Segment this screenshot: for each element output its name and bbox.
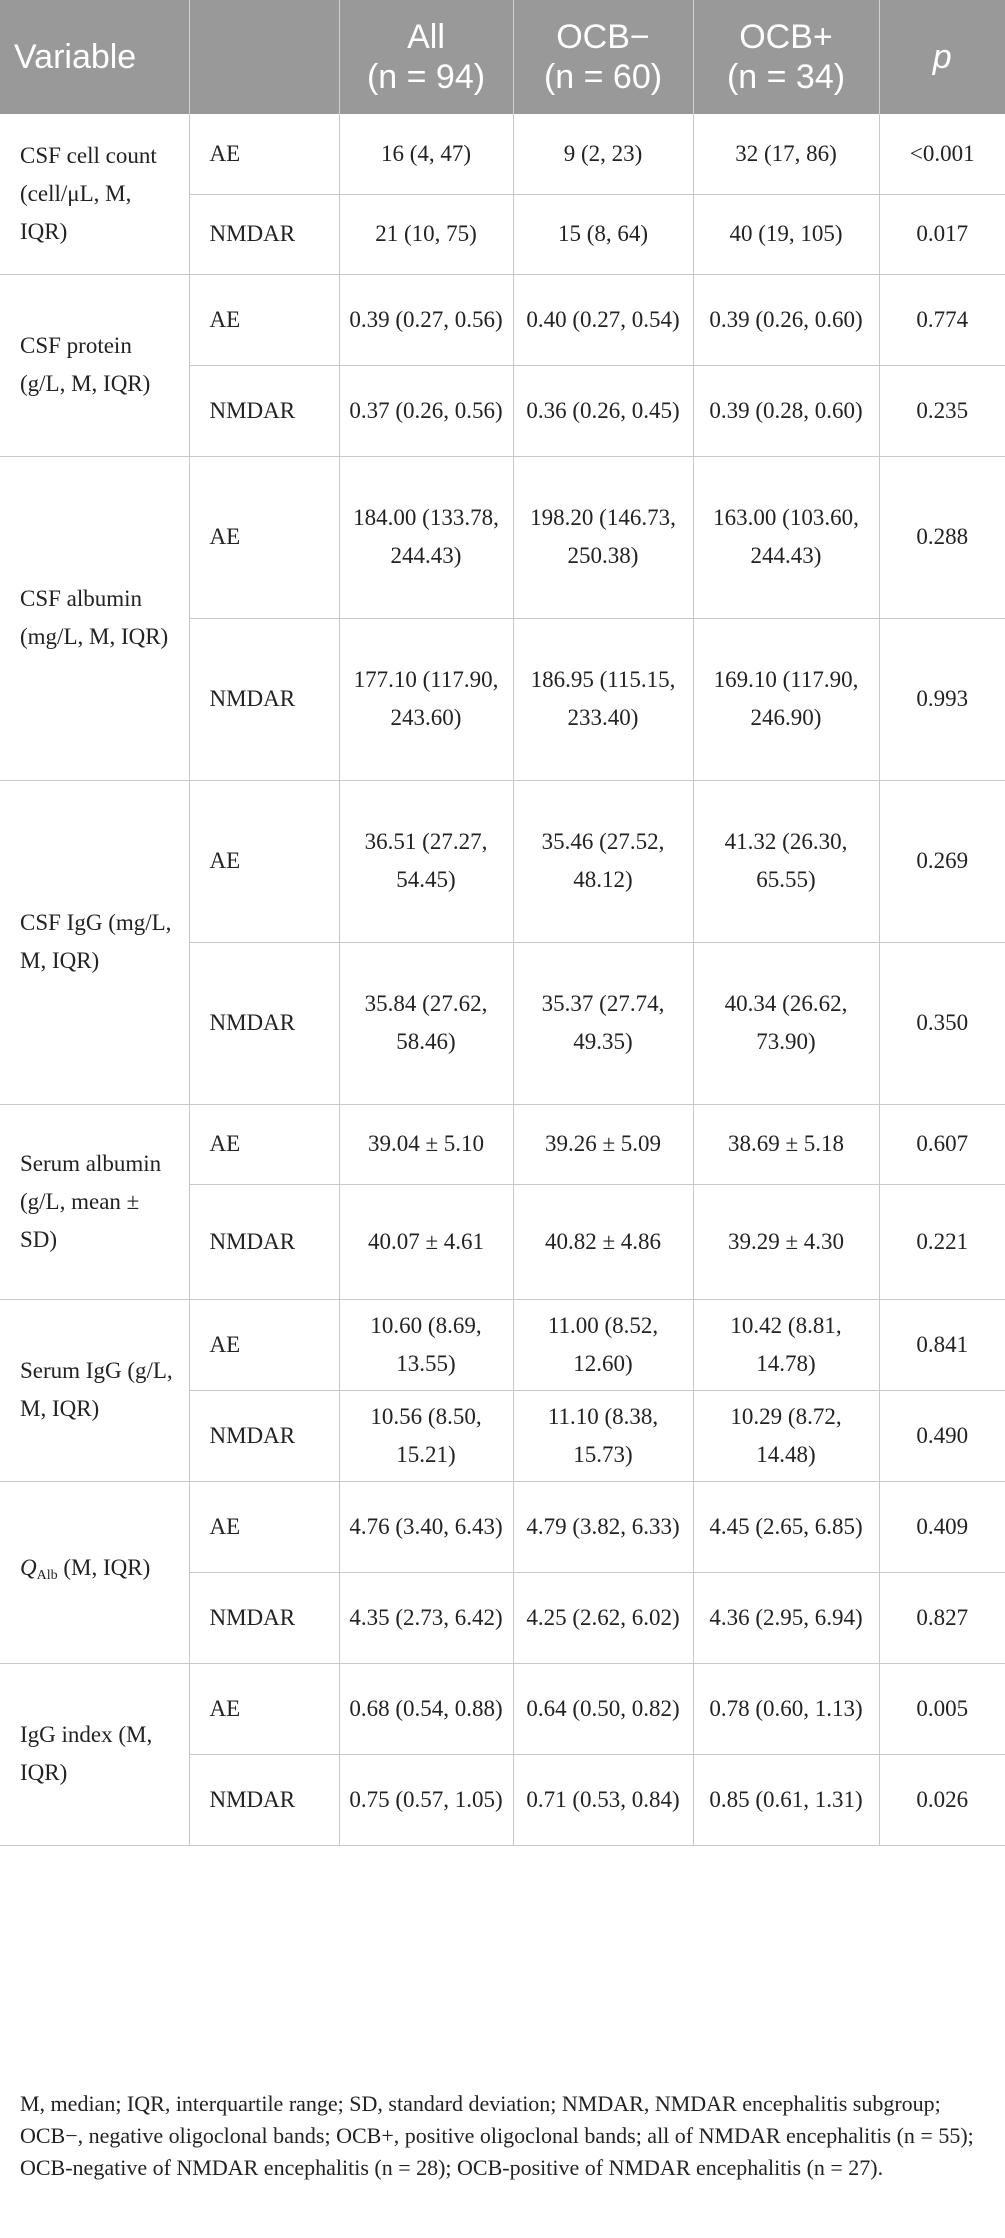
p-value-cell: 0.841	[879, 1299, 1005, 1390]
table-row	[0, 456, 1005, 618]
table-footnote: M, median; IQR, interquartile range; SD, standard deviation; NMDAR, NMDAR encephalitis subgroup; OCB−, negative oligoclonal bands; OCB+, positive oligoclonal bands; all of NMDAR encephalitis (n = 55); OCB-negative of NMDAR encephalitis (n = 28); OCB-positive of NMDAR encephalitis (n = 27).	[20, 2091, 974, 2180]
ocb-positive-cell: 4.45 (2.65, 6.85)	[693, 1481, 879, 1572]
all-cell: 36.51 (27.27, 54.45)	[339, 780, 513, 942]
all-cell: 35.84 (27.62, 58.46)	[339, 942, 513, 1104]
ocb-positive-cell: 38.69 ± 5.18	[693, 1104, 879, 1184]
variable-cell: Serum albumin (g/L, mean ± SD)	[0, 1104, 189, 1299]
variable-cell: CSF albumin (mg/L, M, IQR)	[0, 456, 189, 780]
header-variable: Variable	[0, 0, 189, 114]
variable-cell: CSF cell count (cell/μL, M, IQR)	[0, 114, 189, 274]
variable-cell: CSF protein (g/L, M, IQR)	[0, 274, 189, 456]
ocb-positive-cell: 39.29 ± 4.30	[693, 1184, 879, 1299]
table-row	[0, 114, 1005, 194]
all-cell: 0.75 (0.57, 1.05)	[339, 1754, 513, 1845]
p-value-cell: 0.017	[879, 194, 1005, 274]
p-value-cell: 0.490	[879, 1390, 1005, 1481]
p-value-cell: 0.269	[879, 780, 1005, 942]
ocb-positive-cell: 0.78 (0.60, 1.13)	[693, 1663, 879, 1754]
p-value-cell: 0.350	[879, 942, 1005, 1104]
p-value-cell: 0.026	[879, 1754, 1005, 1845]
header-all: All (n = 94)	[339, 0, 513, 114]
all-cell: 21 (10, 75)	[339, 194, 513, 274]
ocb-positive-cell: 0.39 (0.26, 0.60)	[693, 274, 879, 365]
p-value-cell: 0.409	[879, 1481, 1005, 1572]
ocb-positive-cell: 10.42 (8.81, 14.78)	[693, 1299, 879, 1390]
subgroup-cell: NMDAR	[189, 1184, 339, 1299]
table-row	[0, 1104, 1005, 1184]
all-cell: 0.39 (0.27, 0.56)	[339, 274, 513, 365]
ocb-negative-cell: 35.46 (27.52, 48.12)	[513, 780, 693, 942]
p-value-cell: 0.993	[879, 618, 1005, 780]
subgroup-cell: NMDAR	[189, 1754, 339, 1845]
all-cell: 4.76 (3.40, 6.43)	[339, 1481, 513, 1572]
subgroup-cell: NMDAR	[189, 618, 339, 780]
variable-cell: Serum IgG (g/L, M, IQR)	[0, 1299, 189, 1481]
ocb-positive-cell: 10.29 (8.72, 14.48)	[693, 1390, 879, 1481]
table-row	[0, 274, 1005, 365]
table-body	[0, 114, 1005, 1845]
subgroup-cell: AE	[189, 114, 339, 194]
p-value-cell: 0.288	[879, 456, 1005, 618]
subgroup-cell: AE	[189, 1299, 339, 1390]
ocb-positive-cell: 0.39 (0.28, 0.60)	[693, 365, 879, 456]
ocb-negative-cell: 0.64 (0.50, 0.82)	[513, 1663, 693, 1754]
subgroup-cell: AE	[189, 456, 339, 618]
ocb-negative-cell: 0.71 (0.53, 0.84)	[513, 1754, 693, 1845]
p-value-cell: 0.774	[879, 274, 1005, 365]
ocb-positive-cell: 32 (17, 86)	[693, 114, 879, 194]
p-value-cell: 0.221	[879, 1184, 1005, 1299]
table-row	[0, 1299, 1005, 1390]
subgroup-cell: NMDAR	[189, 942, 339, 1104]
header-ocb-positive: OCB+ (n = 34)	[693, 0, 879, 114]
all-cell: 10.60 (8.69, 13.55)	[339, 1299, 513, 1390]
subgroup-cell: AE	[189, 1663, 339, 1754]
subgroup-cell: NMDAR	[189, 365, 339, 456]
subgroup-cell: AE	[189, 274, 339, 365]
ocb-positive-cell: 163.00 (103.60, 244.43)	[693, 456, 879, 618]
ocb-negative-cell: 11.10 (8.38, 15.73)	[513, 1390, 693, 1481]
ocb-positive-cell: 4.36 (2.95, 6.94)	[693, 1572, 879, 1663]
variable-cell: CSF IgG (mg/L, M, IQR)	[0, 780, 189, 1104]
all-cell: 16 (4, 47)	[339, 114, 513, 194]
all-cell: 0.37 (0.26, 0.56)	[339, 365, 513, 456]
subgroup-cell: AE	[189, 1104, 339, 1184]
all-cell: 0.68 (0.54, 0.88)	[339, 1663, 513, 1754]
variable-cell: IgG index (M, IQR)	[0, 1663, 189, 1845]
p-value-cell: 0.607	[879, 1104, 1005, 1184]
table-row	[0, 1663, 1005, 1754]
ocb-negative-cell: 198.20 (146.73, 250.38)	[513, 456, 693, 618]
all-cell: 40.07 ± 4.61	[339, 1184, 513, 1299]
header-all-n: (n = 94)	[366, 58, 486, 96]
subgroup-cell: AE	[189, 780, 339, 942]
header-ocb-negative-n: (n = 60)	[543, 58, 663, 96]
p-value-cell: 0.005	[879, 1663, 1005, 1754]
table-row	[0, 1481, 1005, 1572]
ocb-positive-cell: 40 (19, 105)	[693, 194, 879, 274]
ocb-negative-cell: 186.95 (115.15, 233.40)	[513, 618, 693, 780]
p-value-cell: 0.235	[879, 365, 1005, 456]
all-cell: 177.10 (117.90, 243.60)	[339, 618, 513, 780]
header-p-value: p	[879, 0, 1005, 114]
ocb-positive-cell: 0.85 (0.61, 1.31)	[693, 1754, 879, 1845]
all-cell: 39.04 ± 5.10	[339, 1104, 513, 1184]
all-cell: 184.00 (133.78, 244.43)	[339, 456, 513, 618]
ocb-negative-cell: 9 (2, 23)	[513, 114, 693, 194]
ocb-negative-cell: 0.36 (0.26, 0.45)	[513, 365, 693, 456]
ocb-negative-cell: 0.40 (0.27, 0.54)	[513, 274, 693, 365]
all-cell: 10.56 (8.50, 15.21)	[339, 1390, 513, 1481]
ocb-negative-cell: 39.26 ± 5.09	[513, 1104, 693, 1184]
ocb-negative-cell: 35.37 (27.74, 49.35)	[513, 942, 693, 1104]
ocb-negative-cell: 4.25 (2.62, 6.02)	[513, 1572, 693, 1663]
table-row	[0, 780, 1005, 942]
variable-cell: QAlb (M, IQR)	[0, 1481, 189, 1663]
ocb-negative-cell: 15 (8, 64)	[513, 194, 693, 274]
p-value-cell: 0.827	[879, 1572, 1005, 1663]
table-header	[0, 0, 1005, 114]
ocb-positive-cell: 41.32 (26.30, 65.55)	[693, 780, 879, 942]
ocb-negative-cell: 40.82 ± 4.86	[513, 1184, 693, 1299]
ocb-positive-cell: 40.34 (26.62, 73.90)	[693, 942, 879, 1104]
p-value-cell: <0.001	[879, 114, 1005, 194]
subgroup-cell: AE	[189, 1481, 339, 1572]
all-cell: 4.35 (2.73, 6.42)	[339, 1572, 513, 1663]
header-subgroup	[189, 0, 339, 114]
header-ocb-positive-n: (n = 34)	[726, 58, 846, 96]
ocb-negative-cell: 11.00 (8.52, 12.60)	[513, 1299, 693, 1390]
subgroup-cell: NMDAR	[189, 194, 339, 274]
ocb-negative-cell: 4.79 (3.82, 6.33)	[513, 1481, 693, 1572]
subgroup-cell: NMDAR	[189, 1390, 339, 1481]
subgroup-cell: NMDAR	[189, 1572, 339, 1663]
ocb-positive-cell: 169.10 (117.90, 246.90)	[693, 618, 879, 780]
header-ocb-negative: OCB− (n = 60)	[513, 0, 693, 114]
